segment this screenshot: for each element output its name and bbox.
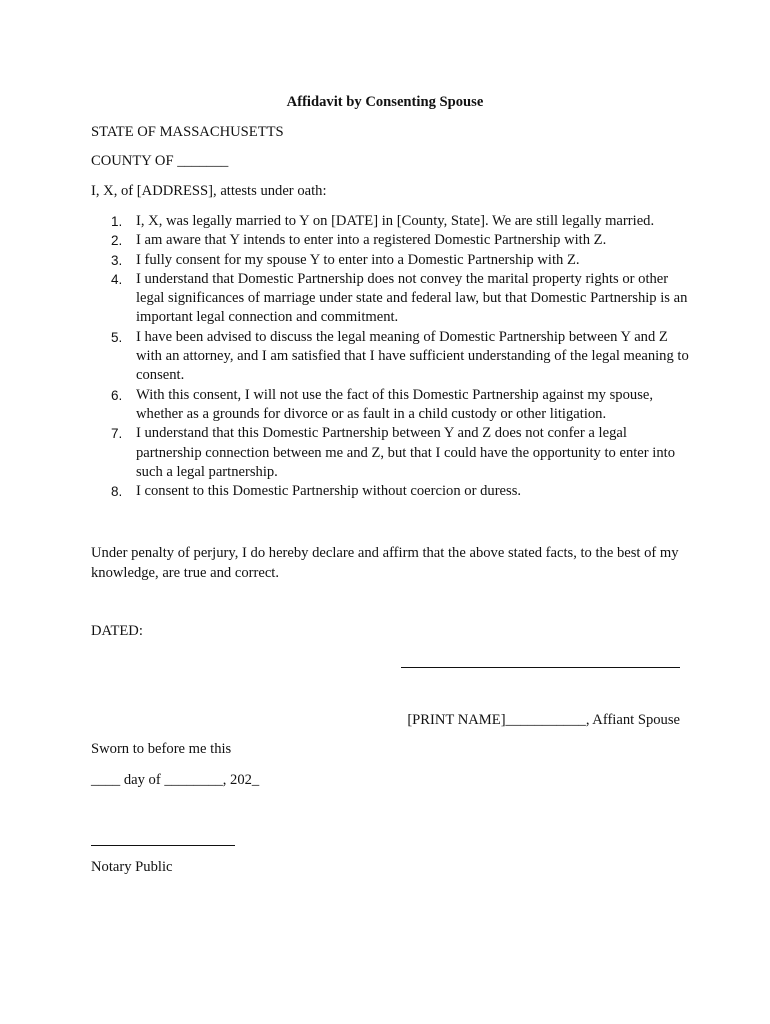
list-item-number: 3. bbox=[111, 252, 123, 268]
list-item-number: 6. bbox=[111, 387, 123, 403]
list-item bbox=[91, 231, 691, 250]
list-item-number: 8. bbox=[111, 484, 123, 500]
list-item bbox=[91, 424, 691, 482]
list-item-text: I, X, was legally married to Y on [DATE] in [County, State]. We are still legally married. bbox=[136, 213, 655, 229]
list-item-number: 2. bbox=[111, 233, 123, 249]
notary-signature-line bbox=[91, 845, 235, 846]
list-item bbox=[91, 386, 691, 425]
list-item bbox=[91, 270, 691, 328]
list-item-text: I understand that this Domestic Partnership between Y and Z does not confer a legal partnership connection between me and Z, but that I could have the opportunity to enter into such a legal partnership. bbox=[136, 425, 675, 480]
list-item bbox=[91, 482, 691, 501]
list-item bbox=[91, 328, 691, 386]
list-item-number: 1. bbox=[111, 214, 123, 229]
list-item-text: I am aware that Y intends to enter into a registered Domestic Partnership with Z. bbox=[136, 232, 607, 249]
list-item-text: I have been advised to discuss the legal meaning of Domestic Partnership between Y and Z with an attorney, and I am satisfied that I have sufficient understanding of the legal meaning to consent. bbox=[136, 328, 689, 384]
list-item-number: 7. bbox=[111, 426, 123, 442]
county-line: COUNTY OF _______ bbox=[91, 153, 229, 169]
day-of-line: ____ day of ________, 202_ bbox=[91, 772, 260, 788]
affidavit-statements-list bbox=[91, 212, 691, 501]
list-item bbox=[91, 251, 691, 270]
list-item-number: 5. bbox=[111, 329, 123, 345]
state-line: STATE OF MASSACHUSETTS bbox=[91, 124, 284, 140]
list-item bbox=[91, 212, 691, 231]
list-item-text: With this consent, I will not use the fact of this Domestic Partnership against my spouse, whether as a grounds for divorce or as fault in a child custody or other litigation. bbox=[136, 386, 654, 422]
list-item-text: I consent to this Domestic Partnership without coercion or duress. bbox=[136, 483, 522, 500]
sworn-line: Sworn to before me this bbox=[91, 741, 232, 757]
dated-label: DATED: bbox=[91, 623, 143, 639]
signature-line bbox=[401, 667, 680, 668]
list-item-number: 4. bbox=[111, 271, 123, 287]
attests-line: I, X, of [ADDRESS], attests under oath: bbox=[91, 183, 327, 199]
list-item-text: I fully consent for my spouse Y to enter into a Domestic Partnership with Z. bbox=[136, 251, 580, 268]
perjury-declaration: Under penalty of perjury, I do hereby declare and affirm that the above stated facts, to the best of my knowledge, are true and correct. bbox=[91, 545, 679, 581]
document-title: Affidavit by Consenting Spouse bbox=[286, 94, 484, 110]
list-item-text: I understand that Domestic Partnership does not convey the marital property rights or other legal significances of marriage under state and federal law, but that Domestic Partnership is an important legal connection and commitment. bbox=[136, 270, 688, 326]
notary-public-label: Notary Public bbox=[91, 859, 173, 875]
print-name-line: [PRINT NAME]___________, Affiant Spouse bbox=[407, 712, 680, 728]
